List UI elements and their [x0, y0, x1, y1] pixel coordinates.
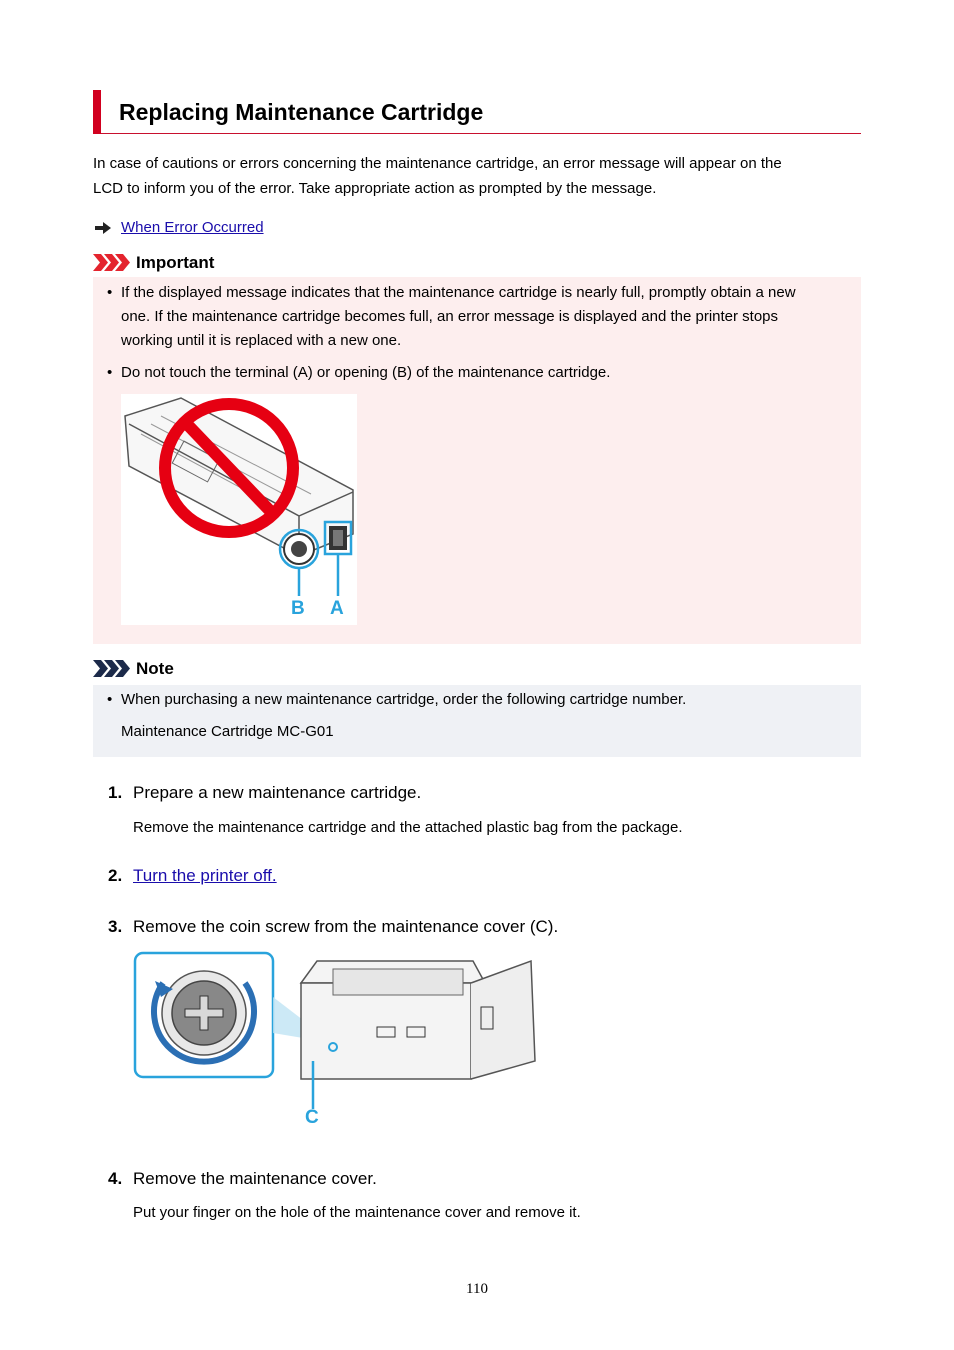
important-bullet-2: Do not touch the terminal (A) or opening (B) of the maintenance cartridge.	[121, 364, 611, 381]
bullet-dot: •	[107, 691, 113, 708]
title-underline	[101, 133, 861, 134]
important-bullet-1-line-2: one. If the maintenance cartridge becomes full, an error message is displayed and the printer stops	[121, 308, 779, 325]
page-title: Replacing Maintenance Cartridge	[119, 99, 484, 125]
step-1-text: Prepare a new maintenance cartridge.	[133, 783, 422, 802]
step-3-number: 3.	[108, 917, 123, 936]
label-a: A	[330, 598, 344, 619]
important-heading: Important	[136, 253, 215, 272]
link-arrow-icon	[95, 221, 111, 239]
important-bullet-1-line-1: If the displayed message indicates that the maintenance cartridge is nearly full, promptly obtain a new	[121, 284, 796, 301]
bullet-dot: •	[107, 284, 113, 301]
maintenance-cartridge-illustration	[121, 394, 357, 625]
page-number: 110	[466, 1281, 488, 1297]
label-b: B	[291, 598, 305, 619]
step-2-number: 2.	[108, 866, 123, 885]
important-chevrons-icon	[93, 254, 131, 271]
step-4-text: Remove the maintenance cover.	[133, 1169, 377, 1188]
step-4-number: 4.	[108, 1169, 123, 1188]
title-accent-bar	[93, 90, 101, 134]
step-4-sub: Put your finger on the hole of the maintenance cover and remove it.	[133, 1204, 581, 1221]
important-bullet-1-line-3: working until it is replaced with a new one.	[121, 332, 402, 349]
note-heading: Note	[136, 659, 174, 678]
intro-line-1: In case of cautions or errors concerning the maintenance cartridge, an error message will appear on the	[93, 155, 782, 172]
step-1-sub: Remove the maintenance cartridge and the attached plastic bag from the package.	[133, 819, 683, 836]
turn-printer-off-link[interactable]: Turn the printer off.	[133, 866, 277, 885]
note-box	[93, 685, 861, 757]
note-chevrons-icon	[93, 660, 131, 677]
intro-line-2: LCD to inform you of the error. Take appropriate action as prompted by the message.	[93, 180, 657, 197]
step-1-number: 1.	[108, 783, 123, 802]
step-3-text: Remove the coin screw from the maintenance cover (C).	[133, 917, 559, 936]
note-model: Maintenance Cartridge MC-G01	[121, 723, 334, 740]
important-box	[93, 277, 861, 644]
note-bullet: When purchasing a new maintenance cartridge, order the following cartridge number.	[121, 691, 687, 708]
bullet-dot: •	[107, 364, 113, 381]
when-error-occurred-link[interactable]: When Error Occurred	[121, 219, 264, 236]
label-c: C	[305, 1107, 319, 1128]
printer-coin-screw-illustration	[133, 951, 541, 1133]
